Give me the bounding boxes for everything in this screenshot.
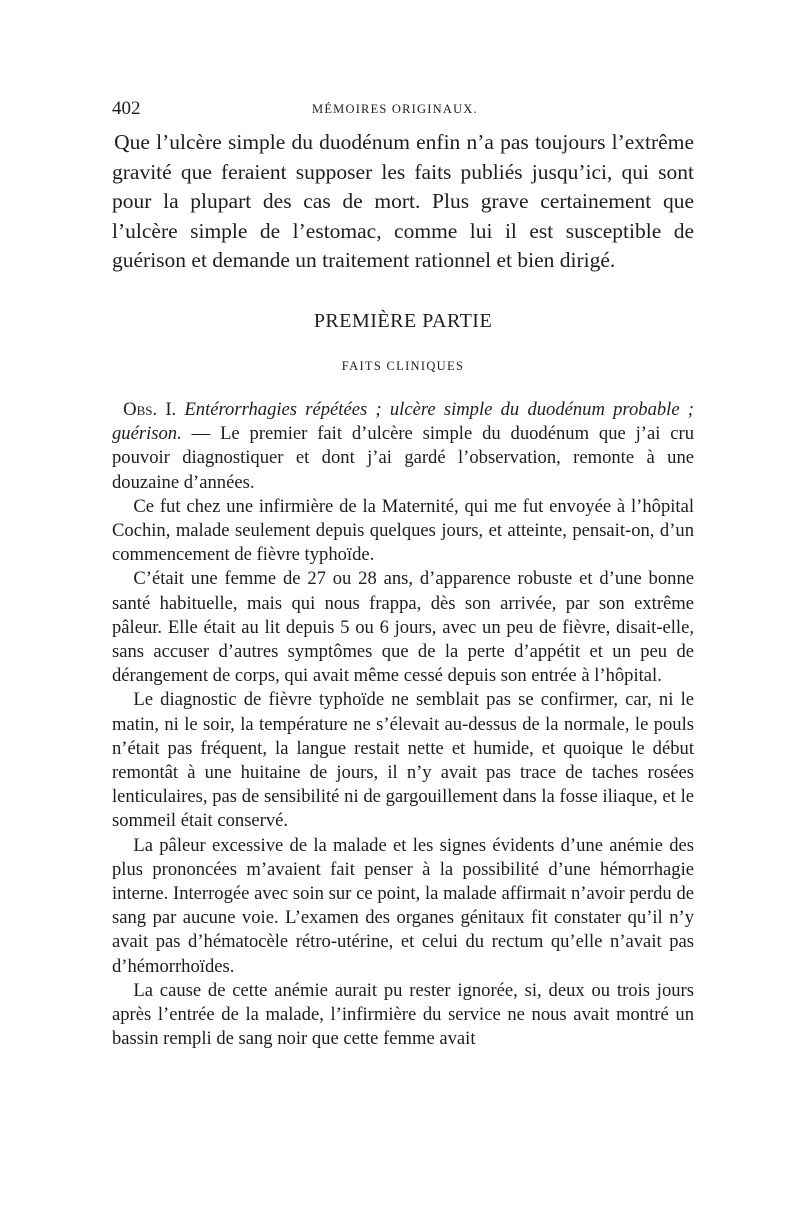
part-title: PREMIÈRE PARTIE	[313, 309, 493, 332]
body-paragraph: Le diagnostic de fièvre typhoïde ne semblait pas se confirmer, car, ni le matin, ni le soir, la température ne s’élevait au-dessus de la normale, le pouls n’était pas fréquent, la langue restait nette et humide, et quoique le début remontât à une huitaine de jours, il n’y avait pas trace de taches rosées lenticulaires, pas de sensibilité ni de gargouillement dans la fosse iliaque, et le sommeil était conservé.	[112, 689, 694, 832]
body-paragraph: La pâleur excessive de la malade et les signes évidents d’une anémie des plus prononcées m’avaient fait penser à la possibilité d’une hémorrhagie interne. Interrogée avec soin sur ce point, la malade affirmait n’avoir perdu de sang par aucune voie. L’examen des organes génitaux fit constater qu’il n’y avait pas d’hématocèle rétro-utérine, et celui du rectum qu’elle n’avait pas d’hémorrhoïdes.	[112, 834, 694, 977]
intro-section	[112, 128, 694, 276]
observation-text: — Le premier fait d’ulcère simple du duodénum que j’ai cru pouvoir diagnostiquer et dont j’ai gardé l’observation, remonte à une douzaine d’années.	[112, 423, 695, 493]
running-head	[112, 98, 694, 122]
body-paragraph: La cause de cette anémie aurait pu rester ignorée, si, deux ou trois jours après l’entrée de la malade, l’infirmière du service ne nous avait montré un bassin rempli de sang noir que cette femme avait	[112, 979, 694, 1050]
body-paragraph: C’était une femme de 27 ou 28 ans, d’apparence robuste et d’une bonne santé habituelle, mais qui nous frappa, dès son arrivée, par son extrême pâleur. Elle était au lit depuis 5 ou 6 jours, avec un peu de fièvre, disait-elle, sans accuser d’autres symptômes que de la perte d’appétit et un peu de dérangement de corps, qui avait même cessé depuis son entrée à l’hôpital.	[112, 568, 694, 687]
section-title: FAITS CLINIQUES	[341, 358, 465, 373]
page-number: 402	[112, 98, 141, 119]
intro-paragraph: Que l’ulcère simple du duodénum enfin n’a pas toujours l’extrême gravité que feraient supposer les faits publiés jusqu’ici, qui sont pour la plupart des cas de mort. Plus grave certainement que l’ulcère simple de l’estomac, comme lui il est susceptible de guérison et demande un traitement rationnel et bien dirigé.	[112, 130, 694, 273]
observation-label: Obs. I.	[123, 398, 177, 420]
observation-paragraph	[112, 398, 694, 495]
body-text	[112, 398, 694, 1051]
journal-title: MÉMOIRES ORIGINAUX.	[312, 102, 478, 116]
observation-title: Entérorrhagies répétées ; ulcère simple du duodénum probable ; guérison.	[112, 398, 694, 445]
body-paragraph: Ce fut chez une infirmière de la Maternité, qui me fut envoyée à l’hôpital Cochin, malade seulement depuis quelques jours, et atteinte, pensait-on, d’un commencement de fièvre typhoïde.	[112, 495, 694, 566]
